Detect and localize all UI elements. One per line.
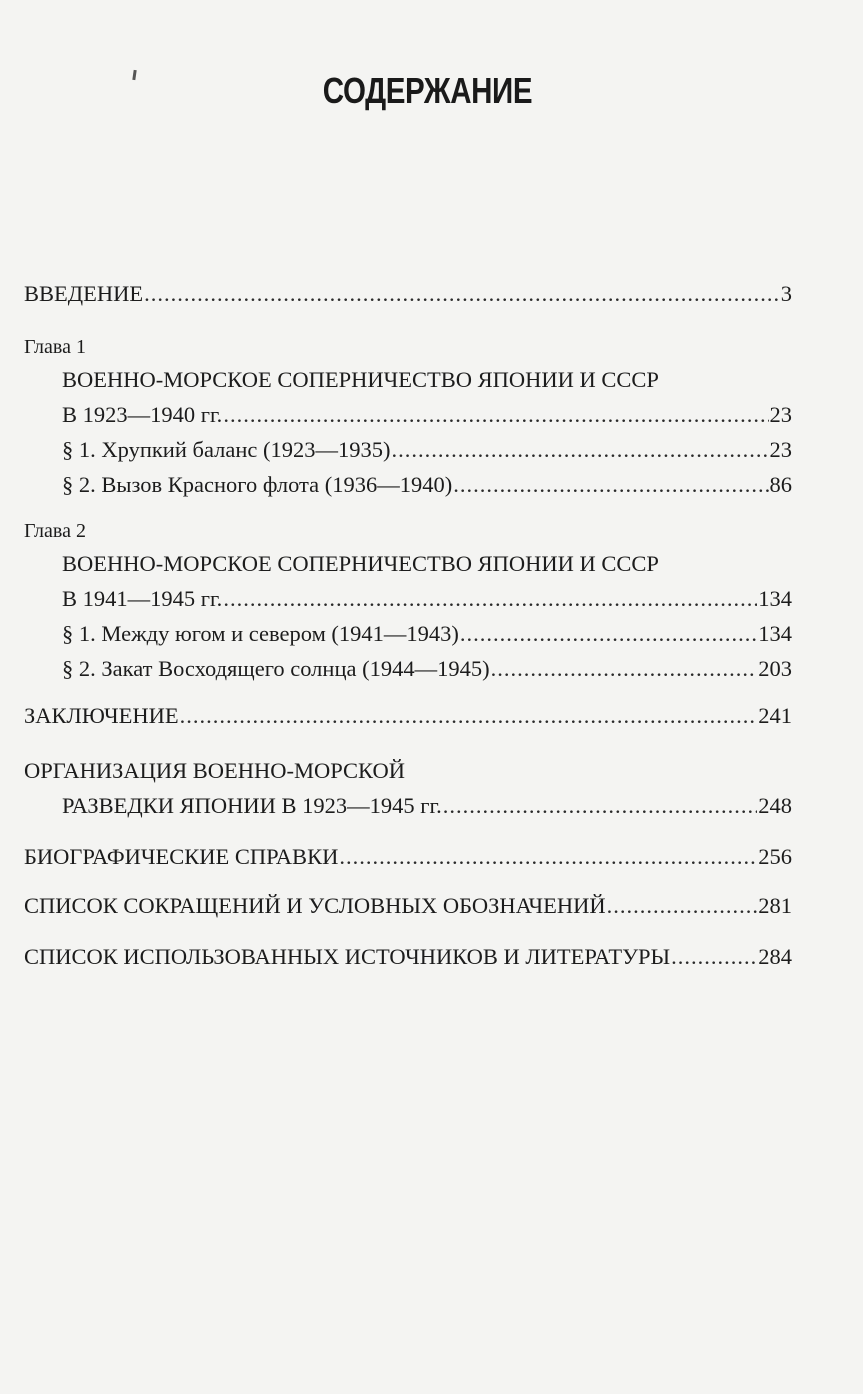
dot-leader — [223, 581, 757, 616]
dot-leader — [443, 788, 757, 823]
chapter-2-section-1: § 1. Между югом и севером (1941—1943) ..... 134 — [24, 616, 792, 651]
chapter-1-title-line1: ВОЕННО-МОРСКОЕ СОПЕРНИЧЕСТВО ЯПОНИИ И СССР — [62, 367, 659, 392]
chapter-1-section-2: § 2. Вызов Красного флота (1936—1940) ..... 86 — [24, 467, 792, 502]
page-title: СОДЕРЖАНИЕ — [322, 70, 533, 111]
chapter-1-section-1: § 1. Хрупкий баланс (1923—1935) ..... 23 — [24, 432, 792, 467]
dot-leader — [339, 839, 757, 874]
toc-page-number: 3 — [780, 281, 792, 306]
toc-entry-sources: СПИСОК ИСПОЛЬЗОВАННЫХ ИСТОЧНИКОВ И ЛИТЕРАТУРЫ ..... 284 — [24, 939, 792, 974]
toc-page-number: 134 — [758, 586, 792, 611]
toc-page-number: 284 — [758, 944, 792, 969]
toc-entry-intro — [24, 276, 792, 311]
chapter-1-label: Глава 1 — [24, 336, 86, 358]
toc-page-number: 23 — [769, 402, 792, 427]
dot-leader — [223, 397, 768, 432]
table-of-contents — [24, 276, 792, 974]
dot-leader — [607, 888, 758, 923]
toc-entry-organization-line1: ОРГАНИЗАЦИЯ ВОЕННО-МОРСКОЙ — [24, 758, 405, 783]
toc-entry-abbreviations: СПИСОК СОКРАЩЕНИЙ И УСЛОВНЫХ ОБОЗНАЧЕНИЙ ..... 281 — [24, 888, 792, 923]
toc-page-number: 23 — [769, 437, 792, 462]
chapter-2-label: Глава 2 — [24, 520, 86, 542]
toc-entry-conclusion: ЗАКЛЮЧЕНИЕ ..... 241 — [24, 698, 792, 733]
chapter-2-section-2: § 2. Закат Восходящего солнца (1944—1945) ..... 203 — [24, 651, 792, 686]
toc-page-number: 86 — [769, 472, 792, 497]
toc-page-number: 281 — [758, 893, 792, 918]
toc-entry-bio: БИОГРАФИЧЕСКИЕ СПРАВКИ ..... 256 — [24, 839, 792, 874]
toc-page-number: 256 — [758, 844, 792, 869]
toc-page-number: 134 — [758, 621, 792, 646]
dot-leader — [460, 616, 757, 651]
dot-leader — [491, 651, 758, 686]
dot-leader — [453, 467, 768, 502]
chapter-1-title-line2: В 1923—1940 гг. ..... 23 — [24, 397, 792, 432]
dot-leader — [671, 939, 757, 974]
toc-page-number: 241 — [758, 703, 792, 728]
toc-entry-organization-line2: РАЗВЕДКИ ЯПОНИИ В 1923—1945 гг. ..... 248 — [24, 788, 792, 823]
toc-page-number: 203 — [758, 656, 792, 681]
dot-leader — [392, 432, 769, 467]
toc-page-number: 248 — [758, 793, 792, 818]
dot-leader — [144, 276, 780, 311]
toc-entry-text: ВВЕДЕНИЕ — [24, 281, 144, 306]
chapter-2-title-line2: В 1941—1945 гг. ..... 134 — [24, 581, 792, 616]
chapter-2-title-line1: ВОЕННО-МОРСКОЕ СОПЕРНИЧЕСТВО ЯПОНИИ И СССР — [62, 551, 659, 576]
dot-leader — [180, 698, 758, 733]
